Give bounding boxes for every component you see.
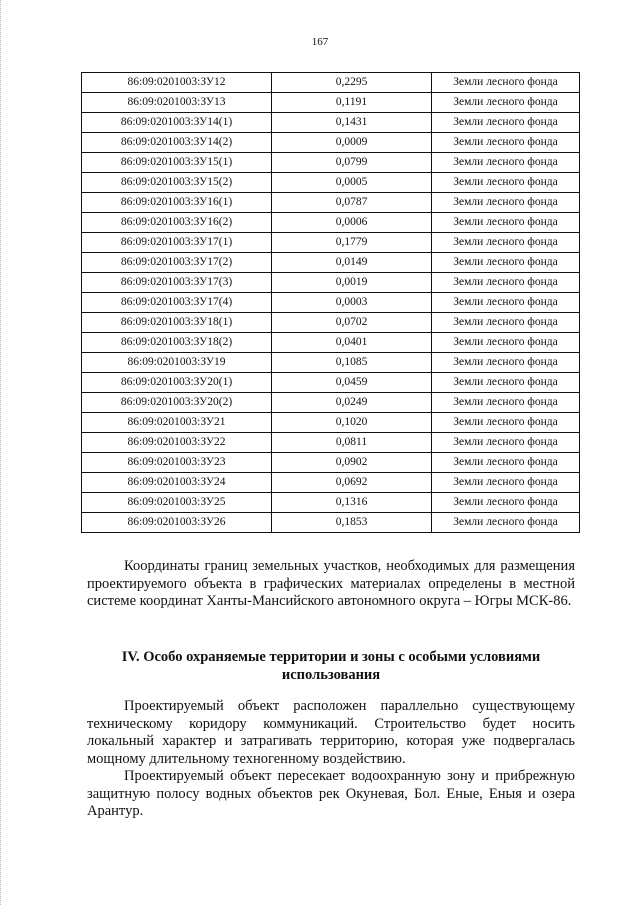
table-row <box>82 253 580 273</box>
parcel-id-cell: 86:09:0201003:ЗУ16(2) <box>82 213 272 233</box>
parcel-area-cell: 0,0005 <box>272 173 432 193</box>
table-row <box>82 113 580 133</box>
parcel-id-cell: 86:09:0201003:ЗУ25 <box>82 493 272 513</box>
table-row <box>82 433 580 453</box>
parcel-id-cell: 86:09:0201003:ЗУ20(2) <box>82 393 272 413</box>
parcel-category-cell: Земли лесного фонда <box>432 433 580 453</box>
table-row <box>82 193 580 213</box>
parcel-category-cell: Земли лесного фонда <box>432 113 580 133</box>
parcel-id-cell: 86:09:0201003:ЗУ21 <box>82 413 272 433</box>
table-row <box>82 133 580 153</box>
parcel-category-cell: Земли лесного фонда <box>432 153 580 173</box>
parcel-category-cell: Земли лесного фонда <box>432 313 580 333</box>
parcel-category-cell: Земли лесного фонда <box>432 353 580 373</box>
parcel-category-cell: Земли лесного фонда <box>432 413 580 433</box>
parcel-area-cell: 0,0902 <box>272 453 432 473</box>
parcel-area-cell: 0,0006 <box>272 213 432 233</box>
parcel-category-cell: Земли лесного фонда <box>432 393 580 413</box>
parcel-id-cell: 86:09:0201003:ЗУ17(2) <box>82 253 272 273</box>
table-row <box>82 513 580 533</box>
table-row <box>82 233 580 253</box>
parcel-area-cell: 0,1853 <box>272 513 432 533</box>
parcel-id-cell: 86:09:0201003:ЗУ24 <box>82 473 272 493</box>
parcel-area-cell: 0,0009 <box>272 133 432 153</box>
parcels-table-body <box>82 73 580 533</box>
body-text-block <box>87 698 575 821</box>
parcel-area-cell: 0,0149 <box>272 253 432 273</box>
parcel-category-cell: Земли лесного фонда <box>432 253 580 273</box>
table-row <box>82 293 580 313</box>
table-row <box>82 353 580 373</box>
parcel-id-cell: 86:09:0201003:ЗУ18(2) <box>82 333 272 353</box>
scan-edge <box>0 0 7 905</box>
parcel-area-cell: 0,1431 <box>272 113 432 133</box>
parcel-category-cell: Земли лесного фонда <box>432 233 580 253</box>
parcel-id-cell: 86:09:0201003:ЗУ13 <box>82 93 272 113</box>
parcel-area-cell: 0,0003 <box>272 293 432 313</box>
parcel-id-cell: 86:09:0201003:ЗУ18(1) <box>82 313 272 333</box>
parcel-id-cell: 86:09:0201003:ЗУ14(1) <box>82 113 272 133</box>
table-row <box>82 333 580 353</box>
parcel-category-cell: Земли лесного фонда <box>432 333 580 353</box>
paragraph-2: Проектируемый объект пересекает водоохранную зону и прибрежную защитную полосу водных объектов рек Окуневая, Бол. Еные, Еныя и озера Арантур. <box>87 768 575 819</box>
coordinates-paragraph: Координаты границ земельных участков, необходимых для размещения проектируемого объекта в графических материалах определены в местной системе координат Ханты-Мансийского автономного округа – Югры МСК-86. <box>87 558 575 609</box>
parcel-area-cell: 0,0692 <box>272 473 432 493</box>
parcel-id-cell: 86:09:0201003:ЗУ15(2) <box>82 173 272 193</box>
parcel-area-cell: 0,0459 <box>272 373 432 393</box>
parcel-category-cell: Земли лесного фонда <box>432 93 580 113</box>
section-heading: IV. Особо охраняемые территории и зоны с особыми условиями использования <box>121 649 541 683</box>
parcel-category-cell: Земли лесного фонда <box>432 173 580 193</box>
parcel-category-cell: Земли лесного фонда <box>432 273 580 293</box>
parcel-id-cell: 86:09:0201003:ЗУ19 <box>82 353 272 373</box>
parcel-area-cell: 0,1085 <box>272 353 432 373</box>
table-row <box>82 213 580 233</box>
parcel-id-cell: 86:09:0201003:ЗУ17(1) <box>82 233 272 253</box>
parcel-id-cell: 86:09:0201003:ЗУ16(1) <box>82 193 272 213</box>
parcel-category-cell: Земли лесного фонда <box>432 133 580 153</box>
parcel-category-cell: Земли лесного фонда <box>432 513 580 533</box>
parcel-area-cell: 0,0401 <box>272 333 432 353</box>
parcel-area-cell: 0,0019 <box>272 273 432 293</box>
page-number: 167 <box>311 36 329 48</box>
parcel-id-cell: 86:09:0201003:ЗУ20(1) <box>82 373 272 393</box>
parcel-category-cell: Земли лесного фонда <box>432 373 580 393</box>
table-row <box>82 93 580 113</box>
table-row <box>82 173 580 193</box>
parcel-category-cell: Земли лесного фонда <box>432 453 580 473</box>
parcel-category-cell: Земли лесного фонда <box>432 493 580 513</box>
parcel-id-cell: 86:09:0201003:ЗУ12 <box>82 73 272 93</box>
table-row <box>82 373 580 393</box>
parcel-area-cell: 0,0702 <box>272 313 432 333</box>
parcel-id-cell: 86:09:0201003:ЗУ26 <box>82 513 272 533</box>
table-row <box>82 73 580 93</box>
paragraph-1: Проектируемый объект расположен параллельно существующему техническому коридору коммуникаций. Строительство будет носить локальный характер и затрагивать территорию, которая уже подвергалась мощному длительному техногенному воздействию. <box>87 698 575 767</box>
parcel-category-cell: Земли лесного фонда <box>432 293 580 313</box>
parcels-table <box>81 72 580 533</box>
parcel-area-cell: 0,2295 <box>272 73 432 93</box>
parcel-area-cell: 0,0811 <box>272 433 432 453</box>
parcel-category-cell: Земли лесного фонда <box>432 73 580 93</box>
table-row <box>82 273 580 293</box>
table-row <box>82 313 580 333</box>
table-row <box>82 413 580 433</box>
parcel-area-cell: 0,1191 <box>272 93 432 113</box>
parcel-area-cell: 0,1316 <box>272 493 432 513</box>
parcel-area-cell: 0,0249 <box>272 393 432 413</box>
table-row <box>82 153 580 173</box>
table-row <box>82 473 580 493</box>
parcel-category-cell: Земли лесного фонда <box>432 473 580 493</box>
table-row <box>82 493 580 513</box>
coordinates-text-block <box>87 558 575 611</box>
parcel-id-cell: 86:09:0201003:ЗУ14(2) <box>82 133 272 153</box>
parcel-category-cell: Земли лесного фонда <box>432 193 580 213</box>
parcel-area-cell: 0,0799 <box>272 153 432 173</box>
parcel-id-cell: 86:09:0201003:ЗУ17(4) <box>82 293 272 313</box>
table-row <box>82 453 580 473</box>
parcel-area-cell: 0,1020 <box>272 413 432 433</box>
parcel-id-cell: 86:09:0201003:ЗУ15(1) <box>82 153 272 173</box>
parcel-area-cell: 0,0787 <box>272 193 432 213</box>
table-row <box>82 393 580 413</box>
parcel-id-cell: 86:09:0201003:ЗУ23 <box>82 453 272 473</box>
parcel-id-cell: 86:09:0201003:ЗУ17(3) <box>82 273 272 293</box>
parcel-id-cell: 86:09:0201003:ЗУ22 <box>82 433 272 453</box>
parcel-category-cell: Земли лесного фонда <box>432 213 580 233</box>
parcel-area-cell: 0,1779 <box>272 233 432 253</box>
